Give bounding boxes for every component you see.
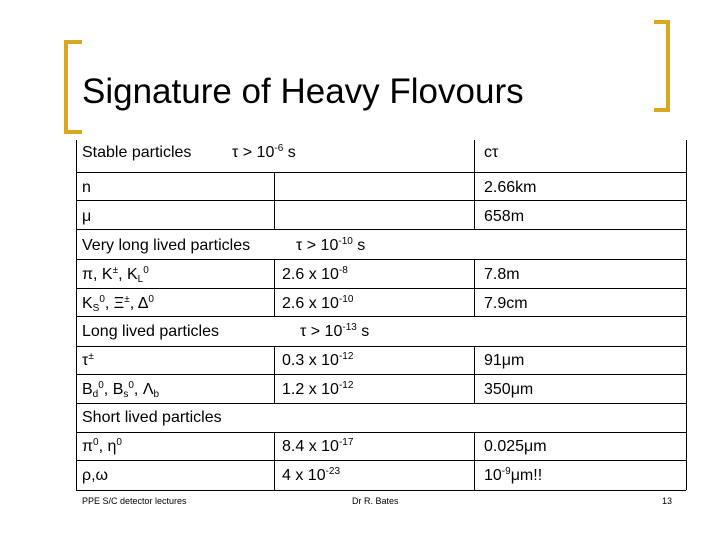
row-pik-ctau: 7.8m	[484, 266, 520, 283]
column-divider	[274, 346, 275, 403]
header-stable-lifetime: $\tau > 10^{-6}$ s	[232, 143, 296, 161]
section-very-long-lived: Very long lived particles	[82, 237, 251, 254]
row-ks-lifetime: 2.6 x $10^{-10}$	[282, 294, 354, 312]
column-divider	[274, 259, 275, 316]
row-pik-label: π, K±, $K_L^0$	[82, 265, 149, 285]
row-b-lifetime: 1.2 x $10^{-12}$	[282, 380, 354, 398]
row-rho-lifetime: 4 x $10^{-23}$	[282, 466, 341, 484]
row-ks-ctau: 7.9cm	[484, 295, 528, 312]
footer-left: PPE S/C detector lectures	[82, 496, 187, 506]
table-rule	[76, 259, 686, 260]
table-rule	[76, 403, 686, 404]
page-number: 13	[662, 496, 673, 506]
column-divider	[474, 432, 475, 490]
table-rule	[76, 316, 686, 317]
row-tau-label: τ±	[82, 351, 94, 369]
row-mu-ctau: 658m	[484, 208, 525, 225]
column-divider	[474, 259, 475, 316]
row-pi0-lifetime: 8.4 x $10^{-17}$	[282, 437, 354, 455]
row-tau-lifetime: 0.3 x $10^{-12}$	[282, 351, 354, 369]
header-stable-label: Stable particles	[82, 144, 192, 161]
table-rule	[76, 432, 686, 433]
table-rule	[76, 229, 686, 230]
section-short-lived: Short lived particles	[82, 409, 222, 426]
table-rule	[76, 460, 686, 461]
table-rule	[76, 374, 686, 375]
table-rule	[76, 346, 686, 347]
column-divider	[474, 346, 475, 403]
section-long-lived: Long lived particles	[82, 323, 219, 340]
table-rule	[76, 172, 686, 173]
row-ks-label: $K_S^0$, Ξ±, $\Delta^0$	[82, 294, 154, 314]
row-pi0-ctau: 0.025μm	[484, 438, 547, 455]
slide-title: Signature of Heavy Flovours	[82, 72, 524, 111]
table-rule	[76, 288, 686, 289]
right-bracket-decoration	[654, 20, 670, 112]
column-divider	[274, 432, 275, 490]
row-b-label: $B_d^0$, $B_s^0$, $\Lambda_b$	[82, 380, 160, 400]
row-mu-label: μ	[82, 208, 92, 225]
row-rho-label: ρ,ω	[82, 467, 109, 484]
column-divider	[274, 172, 275, 229]
long-lived-lifetime: $\tau > 10^{-13}$ s	[300, 322, 370, 340]
row-tau-ctau: 91μm	[484, 352, 525, 369]
table-rule	[76, 200, 686, 201]
row-pi0-label: $\pi^0$, $\eta^0$	[82, 437, 122, 455]
row-b-ctau: 350μm	[484, 381, 534, 398]
table-border	[76, 140, 77, 490]
row-n-label: n	[82, 179, 91, 196]
table-border	[686, 140, 687, 490]
column-divider	[474, 140, 475, 229]
row-pik-lifetime: 2.6 x $10^{-8}$	[282, 265, 348, 283]
footer-center: Dr R. Bates	[352, 496, 399, 506]
table-rule	[76, 490, 686, 491]
left-bracket-decoration	[64, 40, 82, 134]
row-n-ctau: 2.66km	[484, 179, 537, 196]
very-long-lived-lifetime: $\tau > 10^{-10}$ s	[296, 236, 366, 254]
header-ctau: cτ	[484, 144, 499, 161]
row-rho-ctau: $10^{-9}\mu m$!!	[484, 466, 543, 484]
